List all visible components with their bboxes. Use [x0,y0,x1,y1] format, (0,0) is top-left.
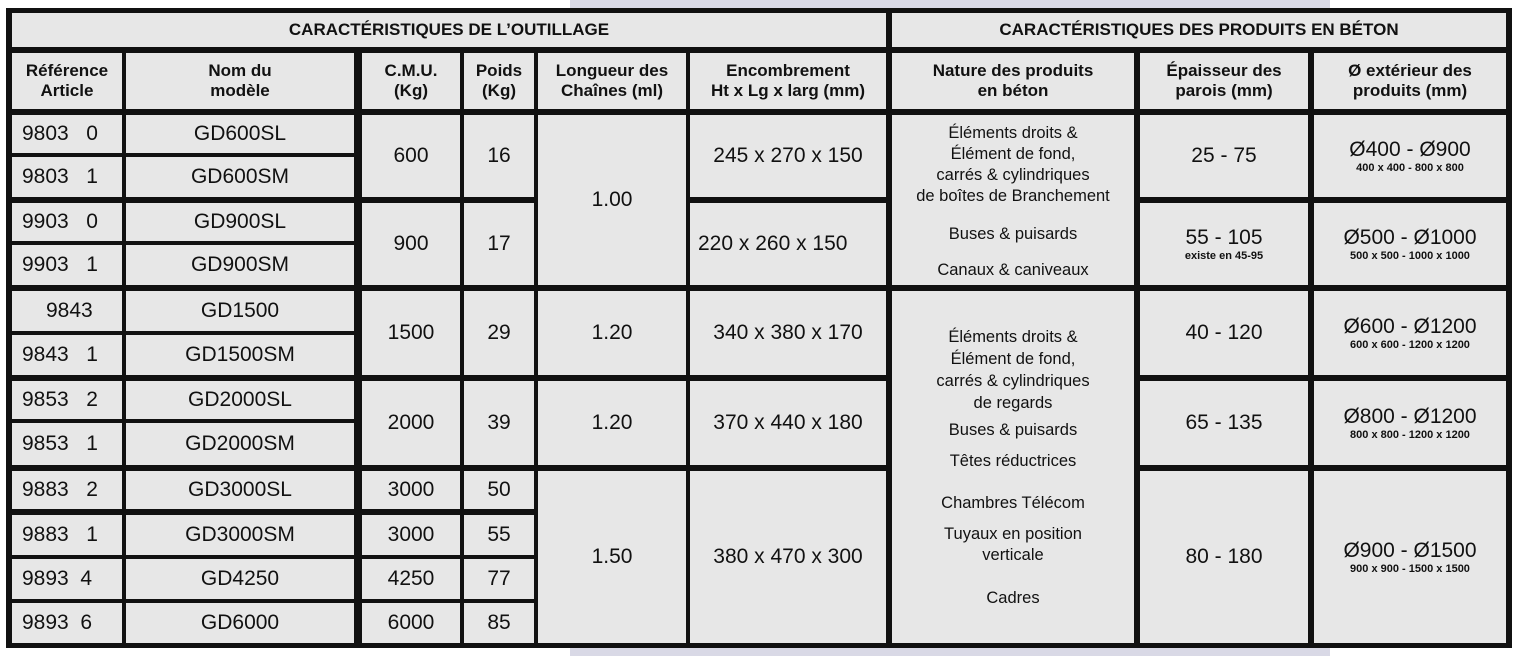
nature-text: Éléments droits & Élément de fond, carrés & cylindriques de boîtes de Branchement [916,124,1110,205]
table-row-reference: 9843 1 [12,335,122,375]
longueur-cell: 1.50 [538,471,686,643]
diametre-dimensions: 600 x 600 - 1200 x 1200 [1350,338,1470,351]
col-header-nom: Nom du modèle [126,53,354,109]
epaisseur-value: 25 - 75 [1191,144,1257,167]
col-header-poids: Poids (Kg) [464,53,534,109]
table-row-model: GD600SM [126,157,354,197]
encombrement-cell: 245 x 270 x 150 [690,115,886,197]
nature-group-2 [892,291,1134,643]
cmu-cell: 3000 [362,515,460,555]
diametre-cell [1314,203,1506,285]
poids-cell: 29 [464,291,534,375]
longueur-cell: 1.00 [538,115,686,285]
cmu-cell: 6000 [362,603,460,643]
diametre-value: Ø500 - Ø1000 [1343,225,1477,249]
table-row-model: GD900SL [126,203,354,241]
nature-text: Cadres [986,589,1040,607]
nature-group-1 [892,115,1134,285]
poids-cell: 39 [464,381,534,465]
nature-text: Canaux & caniveaux [937,261,1089,279]
epaisseur-cell [1140,115,1308,197]
table-row-reference: 9803 0 [12,115,122,153]
diametre-value: Ø900 - Ø1500 [1343,538,1477,562]
col-header-longueur: Longueur des Chaînes (ml) [538,53,686,109]
diametre-dimensions: 800 x 800 - 1200 x 1200 [1350,428,1470,441]
encombrement-cell: 220 x 260 x 150 [690,203,886,285]
nature-text: Chambres Télécom [941,494,1085,512]
table-row-reference: 9893 6 [12,603,122,643]
diametre-cell [1314,291,1506,375]
poids-cell: 50 [464,471,534,509]
table-row-model: GD6000 [126,603,354,643]
table-row-reference: 9883 1 [12,515,122,555]
epaisseur-cell [1140,381,1308,465]
table-row-model: GD1500SM [126,335,354,375]
cmu-cell: 600 [362,115,460,197]
epaisseur-cell [1140,291,1308,375]
encombrement-cell: 370 x 440 x 180 [690,381,886,465]
diametre-dimensions: 500 x 500 - 1000 x 1000 [1350,249,1470,262]
cmu-cell: 4250 [362,559,460,599]
table-row-reference: 9803 1 [12,157,122,197]
table-row-model: GD3000SL [126,471,354,509]
table-row-model: GD900SM [126,245,354,285]
diametre-value: Ø600 - Ø1200 [1343,314,1477,338]
cmu-cell: 1500 [362,291,460,375]
table-row-model: GD2000SM [126,423,354,465]
table-row-model: GD3000SM [126,515,354,555]
col-header-epaisseur: Épaisseur des parois (mm) [1140,53,1308,109]
epaisseur-value: 65 - 135 [1185,411,1263,434]
table-row-model: GD2000SL [126,381,354,419]
product-table [6,8,1512,648]
encombrement-cell: 380 x 470 x 300 [690,471,886,643]
nature-text: Éléments droits & Élément de fond, carrés & cylindriques de regards [936,328,1090,412]
cmu-cell: 900 [362,203,460,285]
section-title-outillage: CARACTÉRISTIQUES DE L’OUTILLAGE [12,13,886,47]
poids-cell: 16 [464,115,534,197]
table-row-model: GD1500 [126,291,354,331]
table-row-reference: 9903 1 [12,245,122,285]
col-header-reference: Référence Article [12,53,122,109]
epaisseur-value: 80 - 180 [1185,545,1263,568]
epaisseur-cell [1140,203,1308,285]
diametre-cell [1314,381,1506,465]
diametre-dimensions: 400 x 400 - 800 x 800 [1356,161,1464,174]
table-row-reference: 9883 2 [12,471,122,509]
nature-text: Tuyaux en position verticale [944,525,1082,564]
diametre-value: Ø400 - Ø900 [1349,137,1471,161]
poids-cell: 85 [464,603,534,643]
col-header-nature: Nature des produits en béton [892,53,1134,109]
table-row-model: GD600SL [126,115,354,153]
table-row-reference: 9893 4 [12,559,122,599]
epaisseur-value: 55 - 105 [1185,225,1263,249]
table-row-reference: 9903 0 [12,203,122,241]
cmu-cell: 2000 [362,381,460,465]
col-header-diametre: Ø extérieur des produits (mm) [1314,53,1506,109]
table-row-model: GD4250 [126,559,354,599]
nature-text: Têtes réductrices [949,452,1077,470]
diametre-dimensions: 900 x 900 - 1500 x 1500 [1350,562,1470,575]
diametre-cell [1314,471,1506,643]
table-row-reference: 9853 1 [12,423,122,465]
col-header-cmu: C.M.U. (Kg) [362,53,460,109]
epaisseur-value: 40 - 120 [1185,321,1263,344]
col-header-encombrement: Encombrement Ht x Lg x larg (mm) [690,53,886,109]
epaisseur-cell [1140,471,1308,643]
diametre-value: Ø800 - Ø1200 [1343,404,1477,428]
section-title-produits: CARACTÉRISTIQUES DES PRODUITS EN BÉTON [892,13,1506,47]
longueur-cell: 1.20 [538,381,686,465]
cmu-cell: 3000 [362,471,460,509]
nature-text: Buses & puisards [948,225,1078,243]
diametre-cell [1314,115,1506,197]
encombrement-cell: 340 x 380 x 170 [690,291,886,375]
poids-cell: 55 [464,515,534,555]
longueur-cell: 1.20 [538,291,686,375]
poids-cell: 77 [464,559,534,599]
epaisseur-note: existe en 45-95 [1184,249,1264,262]
poids-cell: 17 [464,203,534,285]
nature-text: Buses & puisards [948,421,1078,439]
table-row-reference: 9843 [12,291,122,331]
table-row-reference: 9853 2 [12,381,122,419]
